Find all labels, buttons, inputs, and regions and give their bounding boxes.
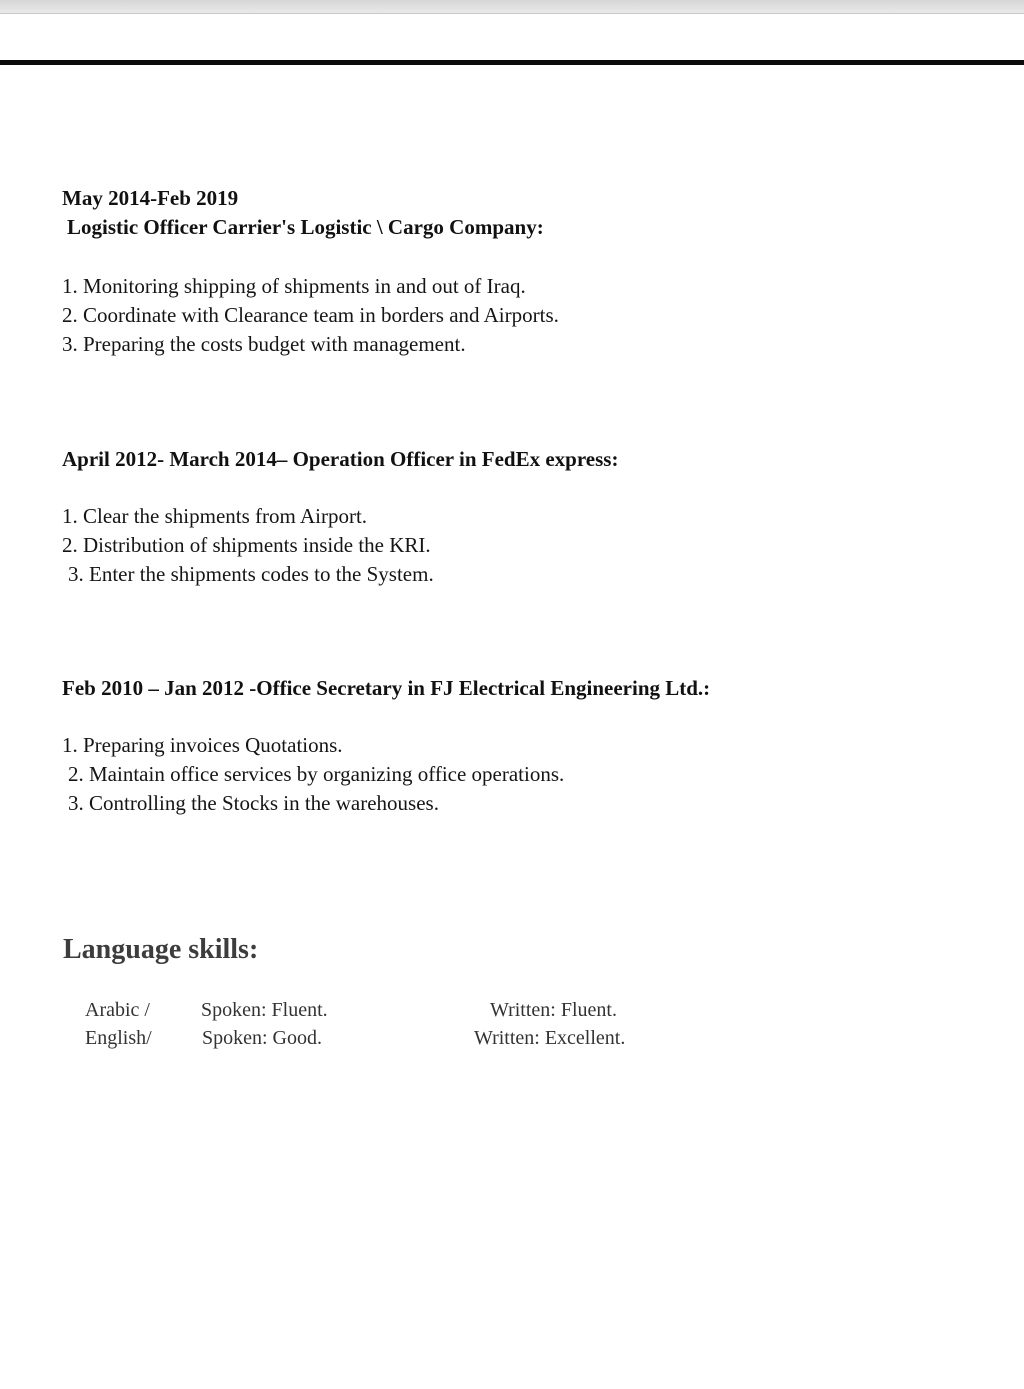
- job-duty-item: 2. Coordinate with Clearance team in borders and Airports.: [62, 303, 559, 327]
- job-heading: April 2012- March 2014– Operation Officer in FedEx express:: [62, 447, 619, 471]
- job-period: May 2014-Feb 2019: [62, 186, 239, 210]
- job-duty-item: 3. Preparing the costs budget with management.: [62, 332, 466, 356]
- header-divider: [0, 60, 1024, 65]
- job-duty-item: 1. Monitoring shipping of shipments in and out of Iraq.: [62, 274, 526, 298]
- language-spoken-level: Spoken: Fluent.: [201, 999, 328, 1021]
- job-title: Logistic Officer Carrier's Logistic \ Cargo Company:: [67, 215, 544, 239]
- language-spoken-level: Spoken: Good.: [202, 1027, 322, 1049]
- job-duty-item: 1. Clear the shipments from Airport.: [62, 504, 368, 528]
- job-duty-item: 1. Preparing invoices Quotations.: [62, 733, 343, 757]
- language-skills-title: Language skills:: [63, 934, 259, 965]
- language-written-level: Written: Fluent.: [490, 999, 617, 1021]
- language-name: English/: [85, 1027, 152, 1049]
- job-heading: Feb 2010 – Jan 2012 -Office Secretary in FJ Electrical Engineering Ltd.:: [62, 676, 711, 700]
- job-duty-item: 3. Enter the shipments codes to the System.: [68, 562, 434, 586]
- job-duty-item: 3. Controlling the Stocks in the warehouses.: [68, 791, 439, 815]
- language-name: Arabic /: [85, 999, 150, 1021]
- job-duty-item: 2. Distribution of shipments inside the KRI.: [62, 533, 431, 557]
- job-duty-item: 2. Maintain office services by organizing office operations.: [68, 762, 565, 786]
- viewer-top-bar: [0, 0, 1024, 14]
- language-written-level: Written: Excellent.: [474, 1027, 626, 1049]
